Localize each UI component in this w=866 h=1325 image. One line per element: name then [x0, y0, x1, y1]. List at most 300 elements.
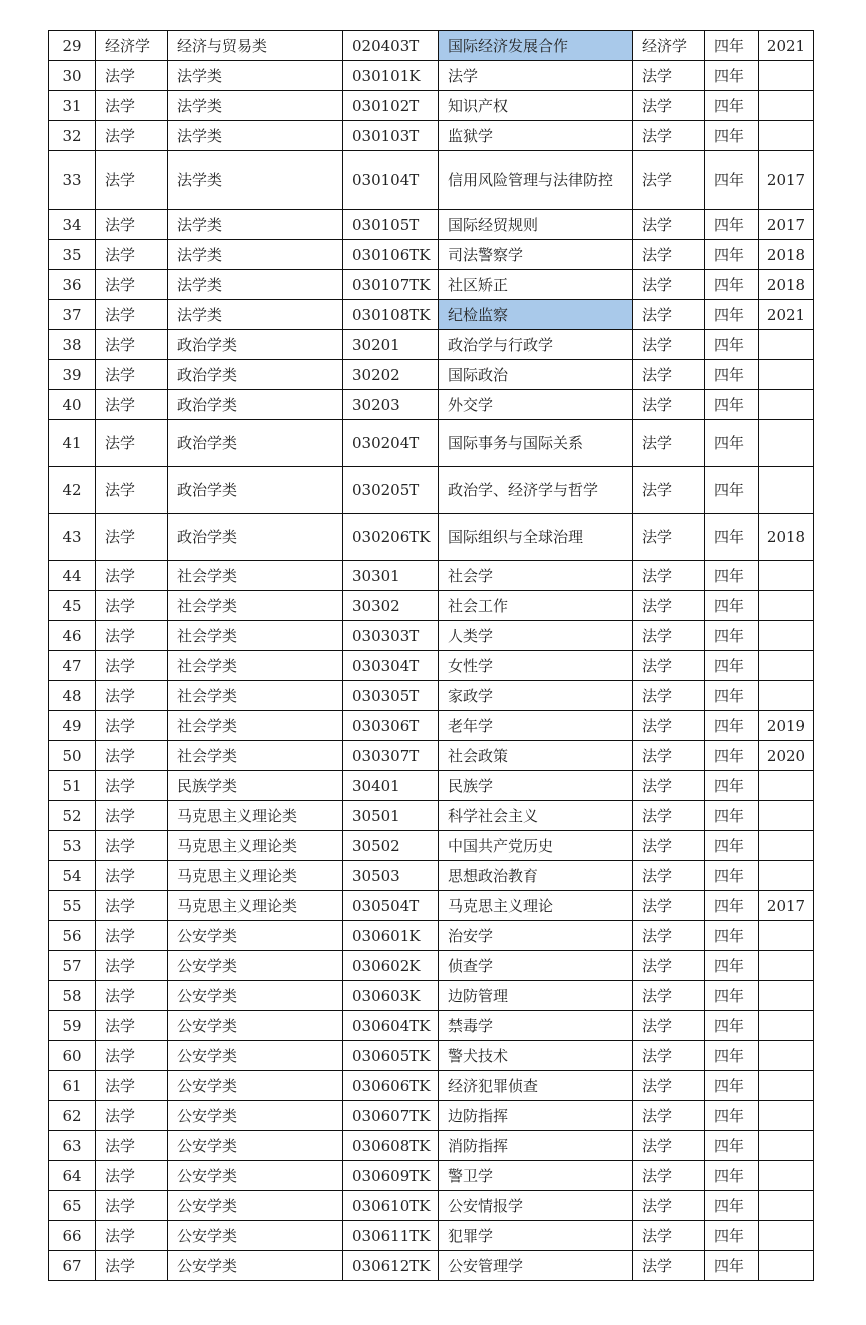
added-year-cell [759, 1131, 814, 1161]
added-year-cell: 2021 [759, 300, 814, 330]
major-catalog-sheet [48, 30, 814, 1281]
row-number-cell: 34 [49, 210, 96, 240]
degree-type-cell: 法学 [633, 1101, 705, 1131]
discipline-category-cell: 法学 [96, 711, 168, 741]
major-name-cell: 社会学 [439, 561, 633, 591]
study-length-cell: 四年 [705, 1041, 759, 1071]
study-length-cell: 四年 [705, 891, 759, 921]
table-row [49, 831, 814, 861]
study-length-cell: 四年 [705, 390, 759, 420]
table-row [49, 240, 814, 270]
major-name-cell: 思想政治教育 [439, 861, 633, 891]
added-year-cell [759, 1011, 814, 1041]
row-number-cell: 58 [49, 981, 96, 1011]
row-number-cell: 35 [49, 240, 96, 270]
added-year-cell [759, 1191, 814, 1221]
major-code-cell: 30401 [343, 771, 439, 801]
study-length-cell: 四年 [705, 651, 759, 681]
major-name-cell: 人类学 [439, 621, 633, 651]
major-class-cell: 政治学类 [168, 467, 343, 514]
row-number-cell: 52 [49, 801, 96, 831]
study-length-cell: 四年 [705, 711, 759, 741]
study-length-cell: 四年 [705, 240, 759, 270]
major-name-cell: 国际事务与国际关系 [439, 420, 633, 467]
major-catalog-table [48, 30, 814, 1281]
degree-type-cell: 法学 [633, 1011, 705, 1041]
discipline-category-cell: 法学 [96, 801, 168, 831]
table-row [49, 951, 814, 981]
study-length-cell: 四年 [705, 621, 759, 651]
study-length-cell: 四年 [705, 951, 759, 981]
discipline-category-cell: 法学 [96, 270, 168, 300]
major-class-cell: 马克思主义理论类 [168, 861, 343, 891]
major-name-cell: 信用风险管理与法律防控 [439, 151, 633, 210]
table-row [49, 651, 814, 681]
table-row [49, 420, 814, 467]
major-name-cell: 知识产权 [439, 91, 633, 121]
discipline-category-cell: 法学 [96, 300, 168, 330]
row-number-cell: 55 [49, 891, 96, 921]
added-year-cell [759, 390, 814, 420]
major-class-cell: 公安学类 [168, 1161, 343, 1191]
table-row [49, 1191, 814, 1221]
major-code-cell: 030303T [343, 621, 439, 651]
major-name-cell: 科学社会主义 [439, 801, 633, 831]
row-number-cell: 65 [49, 1191, 96, 1221]
major-code-cell: 030306T [343, 711, 439, 741]
added-year-cell [759, 651, 814, 681]
major-name-cell: 国际经济发展合作 [439, 31, 633, 61]
major-code-cell: 030607TK [343, 1101, 439, 1131]
study-length-cell: 四年 [705, 981, 759, 1011]
major-class-cell: 公安学类 [168, 1011, 343, 1041]
row-number-cell: 60 [49, 1041, 96, 1071]
added-year-cell [759, 921, 814, 951]
major-class-cell: 政治学类 [168, 330, 343, 360]
added-year-cell: 2018 [759, 240, 814, 270]
major-class-cell: 社会学类 [168, 741, 343, 771]
degree-type-cell: 法学 [633, 621, 705, 651]
major-code-cell: 30501 [343, 801, 439, 831]
table-row [49, 1251, 814, 1281]
degree-type-cell: 法学 [633, 801, 705, 831]
discipline-category-cell: 法学 [96, 121, 168, 151]
row-number-cell: 57 [49, 951, 96, 981]
major-class-cell: 公安学类 [168, 1131, 343, 1161]
degree-type-cell: 法学 [633, 270, 705, 300]
discipline-category-cell: 法学 [96, 467, 168, 514]
major-name-cell: 马克思主义理论 [439, 891, 633, 921]
row-number-cell: 40 [49, 390, 96, 420]
added-year-cell [759, 1041, 814, 1071]
discipline-category-cell: 法学 [96, 681, 168, 711]
major-code-cell: 030104T [343, 151, 439, 210]
discipline-category-cell: 经济学 [96, 31, 168, 61]
added-year-cell [759, 621, 814, 651]
table-row [49, 1221, 814, 1251]
major-name-cell: 治安学 [439, 921, 633, 951]
added-year-cell [759, 981, 814, 1011]
major-class-cell: 政治学类 [168, 360, 343, 390]
study-length-cell: 四年 [705, 1071, 759, 1101]
study-length-cell: 四年 [705, 831, 759, 861]
major-class-cell: 公安学类 [168, 1101, 343, 1131]
major-name-cell: 公安管理学 [439, 1251, 633, 1281]
row-number-cell: 31 [49, 91, 96, 121]
table-row [49, 561, 814, 591]
major-code-cell: 030612TK [343, 1251, 439, 1281]
added-year-cell: 2020 [759, 741, 814, 771]
added-year-cell [759, 1101, 814, 1131]
row-number-cell: 38 [49, 330, 96, 360]
row-number-cell: 30 [49, 61, 96, 91]
row-number-cell: 61 [49, 1071, 96, 1101]
row-number-cell: 39 [49, 360, 96, 390]
table-row [49, 121, 814, 151]
study-length-cell: 四年 [705, 330, 759, 360]
major-code-cell: 030206TK [343, 514, 439, 561]
major-class-cell: 公安学类 [168, 981, 343, 1011]
major-code-cell: 030108TK [343, 300, 439, 330]
row-number-cell: 44 [49, 561, 96, 591]
discipline-category-cell: 法学 [96, 210, 168, 240]
row-number-cell: 54 [49, 861, 96, 891]
study-length-cell: 四年 [705, 681, 759, 711]
table-row [49, 891, 814, 921]
study-length-cell: 四年 [705, 467, 759, 514]
discipline-category-cell: 法学 [96, 621, 168, 651]
major-class-cell: 法学类 [168, 91, 343, 121]
row-number-cell: 37 [49, 300, 96, 330]
major-name-cell: 政治学、经济学与哲学 [439, 467, 633, 514]
study-length-cell: 四年 [705, 121, 759, 151]
major-class-cell: 马克思主义理论类 [168, 801, 343, 831]
table-row [49, 681, 814, 711]
added-year-cell [759, 951, 814, 981]
major-name-cell: 警犬技术 [439, 1041, 633, 1071]
major-code-cell: 030605TK [343, 1041, 439, 1071]
degree-type-cell: 法学 [633, 891, 705, 921]
added-year-cell [759, 121, 814, 151]
row-number-cell: 33 [49, 151, 96, 210]
added-year-cell [759, 561, 814, 591]
major-name-cell: 老年学 [439, 711, 633, 741]
major-code-cell: 030106TK [343, 240, 439, 270]
major-name-cell: 监狱学 [439, 121, 633, 151]
degree-type-cell: 法学 [633, 300, 705, 330]
table-row [49, 1071, 814, 1101]
study-length-cell: 四年 [705, 591, 759, 621]
major-name-cell: 法学 [439, 61, 633, 91]
degree-type-cell: 法学 [633, 741, 705, 771]
added-year-cell [759, 61, 814, 91]
added-year-cell: 2019 [759, 711, 814, 741]
major-name-cell: 公安情报学 [439, 1191, 633, 1221]
major-name-cell: 家政学 [439, 681, 633, 711]
added-year-cell [759, 1161, 814, 1191]
table-row [49, 771, 814, 801]
major-name-cell: 女性学 [439, 651, 633, 681]
major-name-cell: 司法警察学 [439, 240, 633, 270]
table-row [49, 741, 814, 771]
added-year-cell [759, 1071, 814, 1101]
degree-type-cell: 法学 [633, 1071, 705, 1101]
added-year-cell: 2021 [759, 31, 814, 61]
major-class-cell: 公安学类 [168, 1071, 343, 1101]
major-code-cell: 030602K [343, 951, 439, 981]
study-length-cell: 四年 [705, 801, 759, 831]
major-code-cell: 030307T [343, 741, 439, 771]
discipline-category-cell: 法学 [96, 951, 168, 981]
major-code-cell: 030204T [343, 420, 439, 467]
study-length-cell: 四年 [705, 420, 759, 467]
table-row [49, 1041, 814, 1071]
discipline-category-cell: 法学 [96, 514, 168, 561]
degree-type-cell: 法学 [633, 591, 705, 621]
table-row [49, 467, 814, 514]
added-year-cell [759, 831, 814, 861]
major-code-cell: 030606TK [343, 1071, 439, 1101]
table-body [49, 31, 814, 1281]
major-code-cell: 30302 [343, 591, 439, 621]
discipline-category-cell: 法学 [96, 561, 168, 591]
major-code-cell: 030610TK [343, 1191, 439, 1221]
study-length-cell: 四年 [705, 1221, 759, 1251]
major-code-cell: 030205T [343, 467, 439, 514]
major-class-cell: 社会学类 [168, 651, 343, 681]
added-year-cell [759, 360, 814, 390]
table-row [49, 151, 814, 210]
added-year-cell [759, 1221, 814, 1251]
table-row [49, 621, 814, 651]
added-year-cell [759, 1251, 814, 1281]
study-length-cell: 四年 [705, 921, 759, 951]
discipline-category-cell: 法学 [96, 151, 168, 210]
added-year-cell [759, 801, 814, 831]
degree-type-cell: 经济学 [633, 31, 705, 61]
degree-type-cell: 法学 [633, 981, 705, 1011]
table-row [49, 330, 814, 360]
major-name-cell: 侦查学 [439, 951, 633, 981]
major-code-cell: 030304T [343, 651, 439, 681]
degree-type-cell: 法学 [633, 240, 705, 270]
degree-type-cell: 法学 [633, 61, 705, 91]
study-length-cell: 四年 [705, 300, 759, 330]
major-name-cell: 社会政策 [439, 741, 633, 771]
major-name-cell: 国际组织与全球治理 [439, 514, 633, 561]
row-number-cell: 47 [49, 651, 96, 681]
major-name-cell: 外交学 [439, 390, 633, 420]
discipline-category-cell: 法学 [96, 1191, 168, 1221]
discipline-category-cell: 法学 [96, 420, 168, 467]
major-class-cell: 社会学类 [168, 621, 343, 651]
table-row [49, 300, 814, 330]
major-class-cell: 社会学类 [168, 711, 343, 741]
major-class-cell: 政治学类 [168, 420, 343, 467]
discipline-category-cell: 法学 [96, 390, 168, 420]
major-class-cell: 公安学类 [168, 1251, 343, 1281]
row-number-cell: 50 [49, 741, 96, 771]
major-name-cell: 纪检监察 [439, 300, 633, 330]
study-length-cell: 四年 [705, 861, 759, 891]
major-class-cell: 公安学类 [168, 951, 343, 981]
major-name-cell: 民族学 [439, 771, 633, 801]
row-number-cell: 62 [49, 1101, 96, 1131]
added-year-cell [759, 91, 814, 121]
major-name-cell: 警卫学 [439, 1161, 633, 1191]
major-code-cell: 030103T [343, 121, 439, 151]
study-length-cell: 四年 [705, 360, 759, 390]
degree-type-cell: 法学 [633, 1041, 705, 1071]
row-number-cell: 66 [49, 1221, 96, 1251]
major-class-cell: 法学类 [168, 300, 343, 330]
discipline-category-cell: 法学 [96, 1251, 168, 1281]
major-name-cell: 中国共产党历史 [439, 831, 633, 861]
degree-type-cell: 法学 [633, 514, 705, 561]
discipline-category-cell: 法学 [96, 61, 168, 91]
study-length-cell: 四年 [705, 210, 759, 240]
discipline-category-cell: 法学 [96, 1221, 168, 1251]
major-name-cell: 经济犯罪侦查 [439, 1071, 633, 1101]
table-row [49, 210, 814, 240]
degree-type-cell: 法学 [633, 1131, 705, 1161]
row-number-cell: 63 [49, 1131, 96, 1161]
degree-type-cell: 法学 [633, 390, 705, 420]
major-name-cell: 消防指挥 [439, 1131, 633, 1161]
major-class-cell: 公安学类 [168, 921, 343, 951]
degree-type-cell: 法学 [633, 651, 705, 681]
major-code-cell: 30503 [343, 861, 439, 891]
discipline-category-cell: 法学 [96, 861, 168, 891]
degree-type-cell: 法学 [633, 681, 705, 711]
degree-type-cell: 法学 [633, 1251, 705, 1281]
table-row [49, 514, 814, 561]
row-number-cell: 56 [49, 921, 96, 951]
added-year-cell: 2018 [759, 514, 814, 561]
discipline-category-cell: 法学 [96, 1011, 168, 1041]
table-row [49, 390, 814, 420]
study-length-cell: 四年 [705, 270, 759, 300]
major-class-cell: 政治学类 [168, 390, 343, 420]
discipline-category-cell: 法学 [96, 1161, 168, 1191]
added-year-cell: 2017 [759, 210, 814, 240]
major-class-cell: 民族学类 [168, 771, 343, 801]
study-length-cell: 四年 [705, 514, 759, 561]
major-class-cell: 法学类 [168, 121, 343, 151]
discipline-category-cell: 法学 [96, 981, 168, 1011]
major-class-cell: 公安学类 [168, 1221, 343, 1251]
discipline-category-cell: 法学 [96, 1131, 168, 1161]
added-year-cell [759, 861, 814, 891]
degree-type-cell: 法学 [633, 210, 705, 240]
discipline-category-cell: 法学 [96, 1041, 168, 1071]
major-class-cell: 政治学类 [168, 514, 343, 561]
row-number-cell: 59 [49, 1011, 96, 1041]
degree-type-cell: 法学 [633, 861, 705, 891]
major-code-cell: 030105T [343, 210, 439, 240]
row-number-cell: 41 [49, 420, 96, 467]
study-length-cell: 四年 [705, 1251, 759, 1281]
major-code-cell: 030504T [343, 891, 439, 921]
major-name-cell: 犯罪学 [439, 1221, 633, 1251]
study-length-cell: 四年 [705, 1161, 759, 1191]
degree-type-cell: 法学 [633, 330, 705, 360]
degree-type-cell: 法学 [633, 420, 705, 467]
major-code-cell: 030107TK [343, 270, 439, 300]
discipline-category-cell: 法学 [96, 240, 168, 270]
degree-type-cell: 法学 [633, 151, 705, 210]
major-code-cell: 030603K [343, 981, 439, 1011]
discipline-category-cell: 法学 [96, 891, 168, 921]
major-class-cell: 社会学类 [168, 591, 343, 621]
study-length-cell: 四年 [705, 91, 759, 121]
discipline-category-cell: 法学 [96, 831, 168, 861]
table-row [49, 591, 814, 621]
table-row [49, 981, 814, 1011]
major-code-cell: 030601K [343, 921, 439, 951]
major-name-cell: 国际政治 [439, 360, 633, 390]
degree-type-cell: 法学 [633, 91, 705, 121]
table-row [49, 1161, 814, 1191]
row-number-cell: 48 [49, 681, 96, 711]
major-name-cell: 边防指挥 [439, 1101, 633, 1131]
added-year-cell: 2018 [759, 270, 814, 300]
major-name-cell: 边防管理 [439, 981, 633, 1011]
major-code-cell: 030102T [343, 91, 439, 121]
row-number-cell: 64 [49, 1161, 96, 1191]
table-row [49, 61, 814, 91]
table-row [49, 1101, 814, 1131]
degree-type-cell: 法学 [633, 711, 705, 741]
study-length-cell: 四年 [705, 771, 759, 801]
table-row [49, 1131, 814, 1161]
major-code-cell: 030604TK [343, 1011, 439, 1041]
degree-type-cell: 法学 [633, 1221, 705, 1251]
major-code-cell: 30301 [343, 561, 439, 591]
degree-type-cell: 法学 [633, 467, 705, 514]
row-number-cell: 45 [49, 591, 96, 621]
added-year-cell [759, 420, 814, 467]
study-length-cell: 四年 [705, 151, 759, 210]
table-row [49, 1011, 814, 1041]
discipline-category-cell: 法学 [96, 591, 168, 621]
degree-type-cell: 法学 [633, 360, 705, 390]
major-name-cell: 国际经贸规则 [439, 210, 633, 240]
major-code-cell: 030608TK [343, 1131, 439, 1161]
added-year-cell [759, 591, 814, 621]
major-class-cell: 法学类 [168, 61, 343, 91]
degree-type-cell: 法学 [633, 831, 705, 861]
row-number-cell: 42 [49, 467, 96, 514]
major-class-cell: 法学类 [168, 210, 343, 240]
row-number-cell: 51 [49, 771, 96, 801]
degree-type-cell: 法学 [633, 1191, 705, 1221]
major-code-cell: 30502 [343, 831, 439, 861]
major-code-cell: 030101K [343, 61, 439, 91]
table-row [49, 270, 814, 300]
major-code-cell: 30202 [343, 360, 439, 390]
major-code-cell: 30203 [343, 390, 439, 420]
row-number-cell: 43 [49, 514, 96, 561]
study-length-cell: 四年 [705, 1191, 759, 1221]
degree-type-cell: 法学 [633, 1161, 705, 1191]
degree-type-cell: 法学 [633, 771, 705, 801]
major-name-cell: 社区矫正 [439, 270, 633, 300]
discipline-category-cell: 法学 [96, 91, 168, 121]
added-year-cell [759, 771, 814, 801]
discipline-category-cell: 法学 [96, 921, 168, 951]
row-number-cell: 53 [49, 831, 96, 861]
